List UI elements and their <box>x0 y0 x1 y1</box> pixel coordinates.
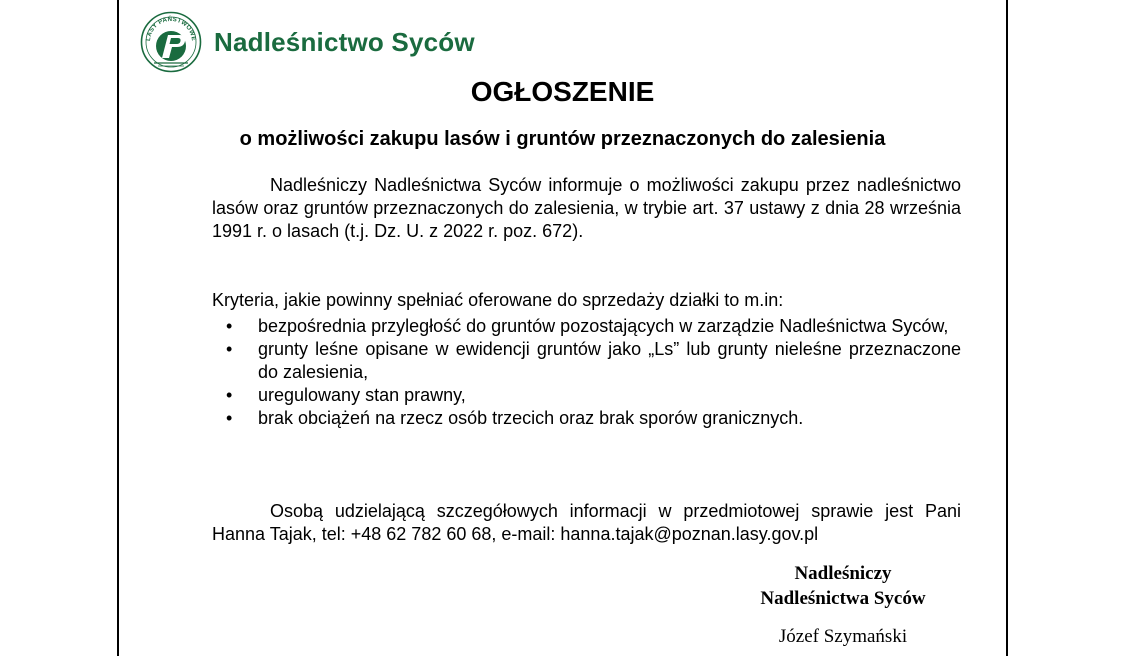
list-item <box>212 338 961 384</box>
organization-name: Nadleśnictwo Syców <box>214 26 475 57</box>
list-item <box>212 384 961 407</box>
letterhead <box>140 10 475 74</box>
criteria-text: uregulowany stan prawny, <box>258 385 466 405</box>
document-subtitle: o możliwości zakupu lasów i gruntów przeznaczonych do zalesienia <box>239 128 886 150</box>
page-border-right <box>1006 0 1008 656</box>
criteria-list <box>212 315 961 430</box>
criteria-text: brak obciążeń na rzecz osób trzecich oraz brak sporów granicznych. <box>258 408 804 428</box>
bullet-icon: • <box>226 316 233 336</box>
document-title: OGŁOSZENIE <box>470 76 655 107</box>
lasy-panstwowe-logo <box>140 11 202 73</box>
bullet-icon: • <box>226 339 233 359</box>
intro-paragraph: Nadleśniczy Nadleśnictwa Syców informuje o możliwości zakupu przez nadleśnictwo lasów oraz gruntów przeznaczonych do zalesienia, w trybie art. 37 ustawy z dnia 28 września 1991 r. o lasach (t.j. Dz. U. z 2022 r. poz. 672). <box>212 175 961 241</box>
criteria-heading: Kryteria, jakie powinny spełniać oferowane do sprzedaży działki to m.in: <box>212 290 784 310</box>
contact-paragraph: Osobą udzielającą szczegółowych informacji w przedmiotowej sprawie jest Pani Hanna Tajak, tel: +48 62 782 60 68, e-mail: hanna.tajak@poznan.lasy.gov.pl <box>212 501 961 544</box>
signature-line-1: Nadleśniczy <box>794 563 892 584</box>
bullet-icon: • <box>226 408 233 428</box>
signature-line-2: Nadleśnictwa Syców <box>760 588 926 609</box>
signature-name: Józef Szymański <box>778 626 908 647</box>
bullet-icon: • <box>226 385 233 405</box>
signature-title <box>723 561 963 611</box>
criteria-text: bezpośrednia przyległość do gruntów pozostających w zarządzie Nadleśnictwa Syców, <box>258 316 949 336</box>
logo-text: LASY PAŃSTWOWE <box>144 15 198 42</box>
list-item <box>212 315 961 338</box>
list-item <box>212 407 961 430</box>
criteria-text: grunty leśne opisane w ewidencji gruntów jako „Ls” lub grunty nieleśne przeznaczone do zalesienia, <box>258 339 961 382</box>
